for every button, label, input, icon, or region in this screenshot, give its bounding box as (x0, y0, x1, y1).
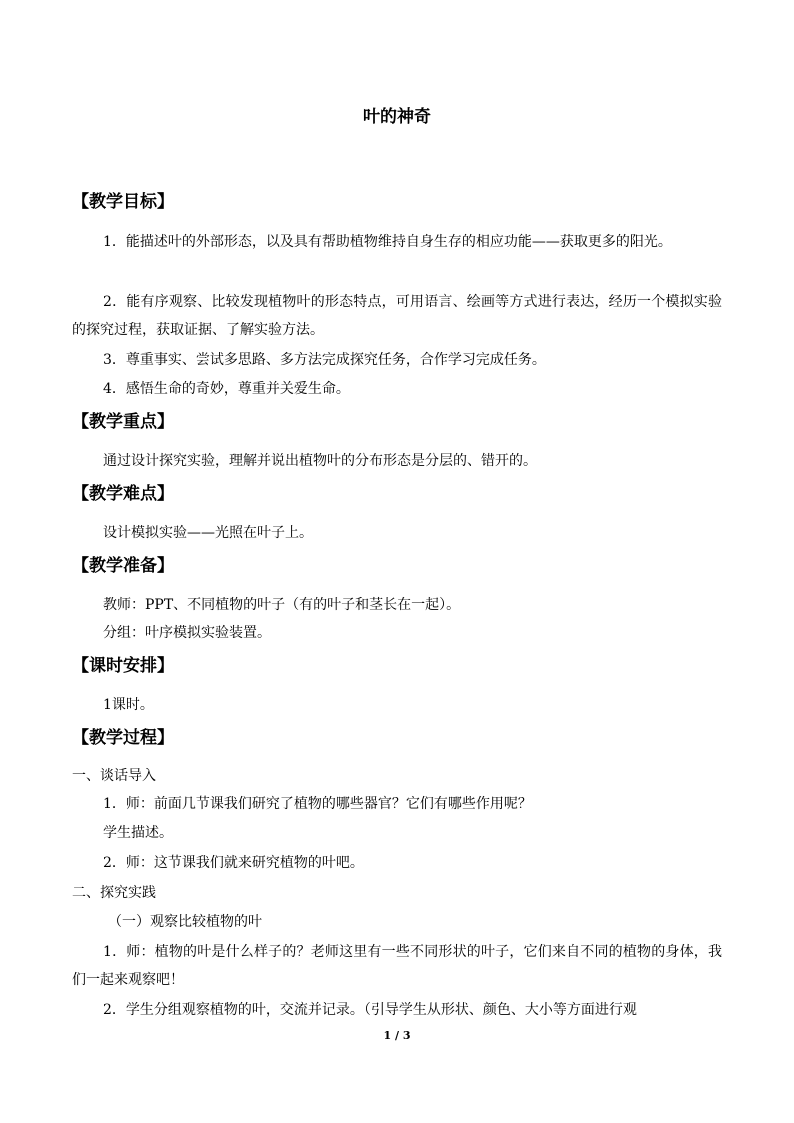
process-part2-paragraph2: 2．学生分组观察植物的叶，交流并记录。（引导学生从形状、颜色、大小等方面进行观 (103, 1002, 637, 1018)
process-part1-question2: 2．师：这节课我们就来研究植物的叶吧。 (103, 855, 364, 871)
preparation-teacher: 教师：PPT、不同植物的叶子（有的叶子和茎长在一起）。 (103, 597, 461, 613)
document-title: 叶的神奇 (363, 107, 431, 127)
schedule-text: 1课时。 (103, 697, 154, 713)
process-part1-answer1: 学生描述。 (103, 825, 173, 841)
process-part1-title: 一、谈话导入 (72, 768, 156, 784)
section-heading-schedule: 【课时安排】 (72, 656, 174, 676)
page-number: 1 / 3 (383, 1029, 411, 1042)
objective-item-3: 3．尊重事实、尝试多思路、多方法完成探究任务，合作学习完成任务。 (103, 352, 546, 368)
difficulties-text: 设计模拟实验——光照在叶子上。 (103, 525, 313, 541)
objective-item-1: 1．能描述叶的外部形态，以及具有帮助植物维持自身生存的相应功能——获取更多的阳光。 (103, 234, 672, 250)
preparation-group: 分组：叶序模拟实验装置。 (103, 625, 271, 641)
process-part2-paragraph1: 1．师：植物的叶是什么样子的？老师这里有一些不同形状的叶子，它们来自不同的植物的身体，我们一起来观察吧！ (72, 944, 722, 988)
section-heading-key-points: 【教学重点】 (72, 412, 174, 432)
process-part1-question1: 1．师：前面几节课我们研究了植物的哪些器官？它们有哪些作用呢？ (103, 796, 532, 812)
objective-item-2: 2．能有序观察、比较发现植物叶的形态特点，可用语言、绘画等方式进行表达，经历一个模拟实验的探究过程，获取证据、了解实验方法。 (72, 294, 722, 338)
section-heading-process: 【教学过程】 (72, 728, 174, 748)
section-heading-difficulties: 【教学难点】 (72, 484, 174, 504)
process-part2-subtitle: （一）观察比较植物的叶 (108, 914, 262, 930)
section-heading-preparation: 【教学准备】 (72, 556, 174, 576)
key-points-text: 通过设计探究实验，理解并说出植物叶的分布形态是分层的、错开的。 (103, 453, 537, 469)
objective-item-4: 4．感悟生命的奇妙，尊重并关爱生命。 (103, 381, 350, 397)
process-part2-title: 二、探究实践 (72, 885, 156, 901)
section-heading-objectives: 【教学目标】 (72, 192, 174, 212)
